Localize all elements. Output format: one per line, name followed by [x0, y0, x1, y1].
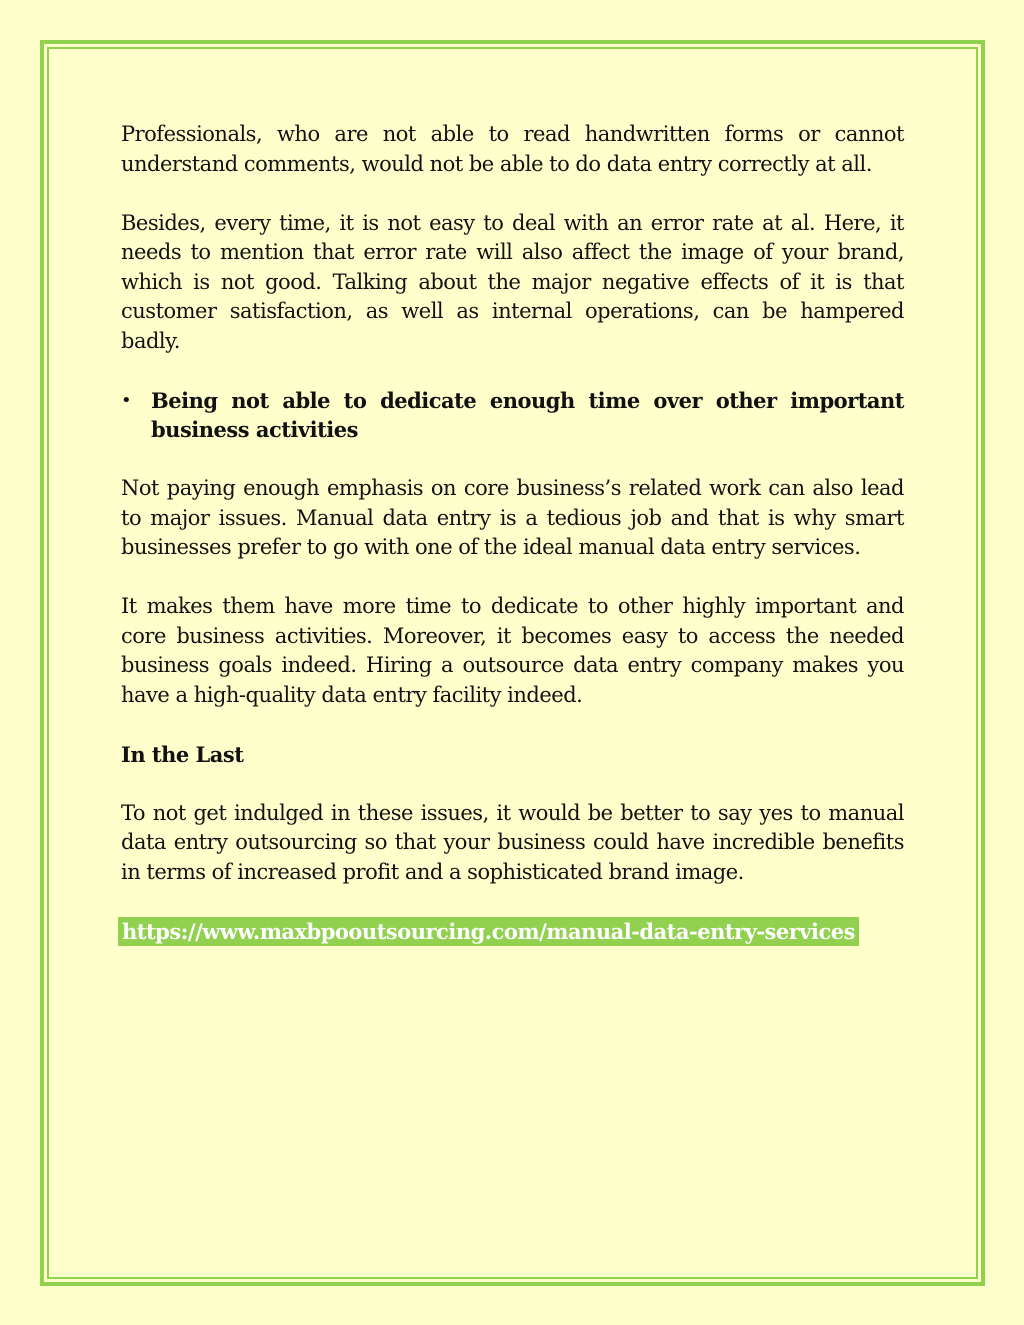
link-container — [121, 917, 904, 948]
paragraph-error-rate: Besides, every time, it is not easy to deal with an error rate at al. Here, it needs to mention that error rate will also affect the image of your brand, which is not good. Talking about the major negative effects of it is that customer satisfaction, as well as internal operations, can be hampered badly. — [121, 210, 904, 353]
paragraph-handwritten-forms: Professionals, who are not able to read handwritten forms or cannot understand comments, would not be able to do data entry correctly at all. — [121, 122, 904, 176]
document-body — [121, 120, 904, 947]
website-link[interactable]: https://www.maxbpooutsourcing.com/manual-data-entry-services — [118, 917, 859, 947]
bullet-item — [121, 386, 904, 445]
paragraph-core-business: Not paying enough emphasis on core business’s related work can also lead to major issues. Manual data entry is a tedious job and that is why smart businesses prefer to go with one of the ideal manual data entry services. — [121, 476, 904, 559]
bullet-heading: Being not able to dedicate enough time over other important business activities — [151, 387, 904, 442]
section-heading: In the Last — [121, 741, 244, 767]
paragraph-conclusion: To not get indulged in these issues, it would be better to say yes to manual data entry outsourcing so that your business could have incredible benefits in terms of increased profit and a sophisticated brand image. — [121, 800, 904, 884]
bullet-icon: • — [121, 389, 132, 411]
paragraph-more-time: It makes them have more time to dedicate to other highly important and core business activities. Moreover, it becomes easy to access the needed business goals indeed. Hiring a outsource data entry company makes you have a high-quality data entry facility indeed. — [121, 594, 904, 707]
